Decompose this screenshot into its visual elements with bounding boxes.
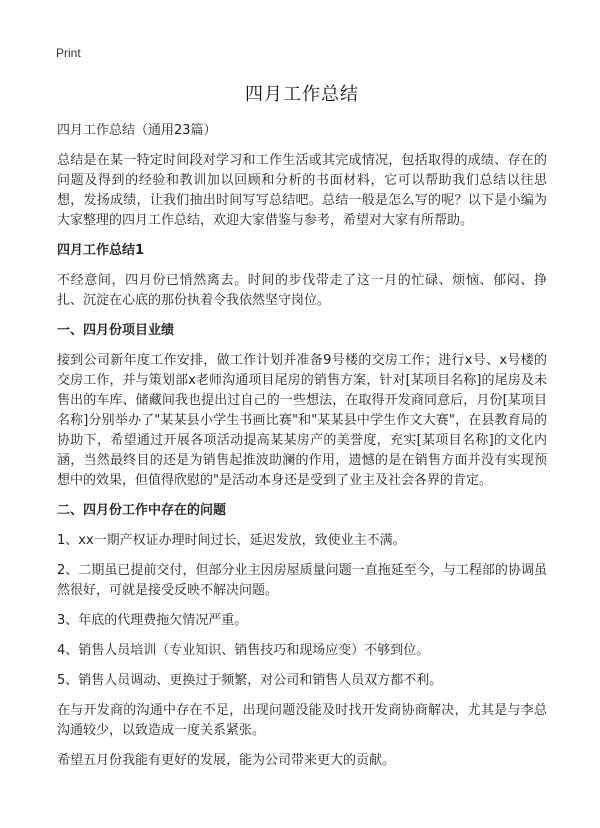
intro-paragraph: 总结是在某一特定时间段对学习和工作生活或其完成情况，包括取得的成绩、存在的问题及得到的经验和教训加以回顾和分析的书面材料，它可以帮助我们总结以往思想，发扬成绩，让我们抽出时间写写总结吧。总结一般是怎么写的呢？以下是小编为大家整理的四月工作总结，欢迎大家借鉴与参考，希望对大家有所帮助。	[57, 153, 547, 228]
problem-item-1: 1、xx一期产权证办理时间过长，延迟发放，致使业主不满。	[57, 533, 406, 548]
part1-body: 接到公司新年度工作安排，做工作计划并准备9号楼的交房工作；进行x号、x号楼的交房工作，并与策划部x老师沟通项目尾房的销售方案，针对[某项目名称]的尾房及未售出的车库、储藏间我也提出过自己的一些想法，在取得开发商同意后，月份[某项目名称]分别举办了"某某县小学生书画比赛"和"某某县中学生作文大赛"，在县教育局的协助下，希望通过开展各项活动提高某某房产的美誉度，充实[某项目名称]的文化内涵，当然最终目的还是为销售起推波助澜的作用，遗憾的是在销售方面并没有实现预想中的效果，但值得欣慰的"是活动本身还是受到了业主及社会各界的肯定。	[57, 353, 547, 488]
print-link[interactable]: Print	[56, 46, 81, 60]
problem-item-2: 2、二期虽已提前交付，但部分业主因房屋质量问题一直拖延至今，与工程部的协调虽然很好，可就是接受反映不解决问题。	[57, 563, 547, 598]
opening-paragraph: 不经意间，四月份已悄然离去。时间的步伐带走了这一月的忙碌、烦恼、郁闷、挣扎、沉淀在心底的那份执着令我依然坚守岗位。	[57, 273, 547, 308]
problem-item-5: 5、销售人员调动、更换过于频繁，对公司和销售人员双方都不利。	[57, 673, 443, 688]
problem-item-3: 3、年底的代理费拖欠情况严重。	[57, 613, 248, 628]
document-subtitle: 四月工作总结（通用23篇）	[57, 123, 217, 138]
part2-heading: 二、四月份工作中存在的问题	[57, 503, 227, 518]
closing-paragraph-2: 希望五月份我能有更好的发展，能为公司带来更大的贡献。	[57, 753, 396, 768]
part1-heading: 一、四月份项目业绩	[57, 323, 175, 338]
closing-paragraph-1: 在与开发商的沟通中存在不足，出现问题没能及时找开发商协商解决，尤其是与李总沟通较少，以致造成一度关系紧张。	[57, 703, 547, 738]
page-title: 四月工作总结	[245, 84, 359, 105]
problem-item-4: 4、销售人员培训（专业知识、销售技巧和现场应变）不够到位。	[57, 643, 430, 658]
document-page	[57, 80, 547, 781]
section-heading: 四月工作总结1	[57, 243, 145, 258]
